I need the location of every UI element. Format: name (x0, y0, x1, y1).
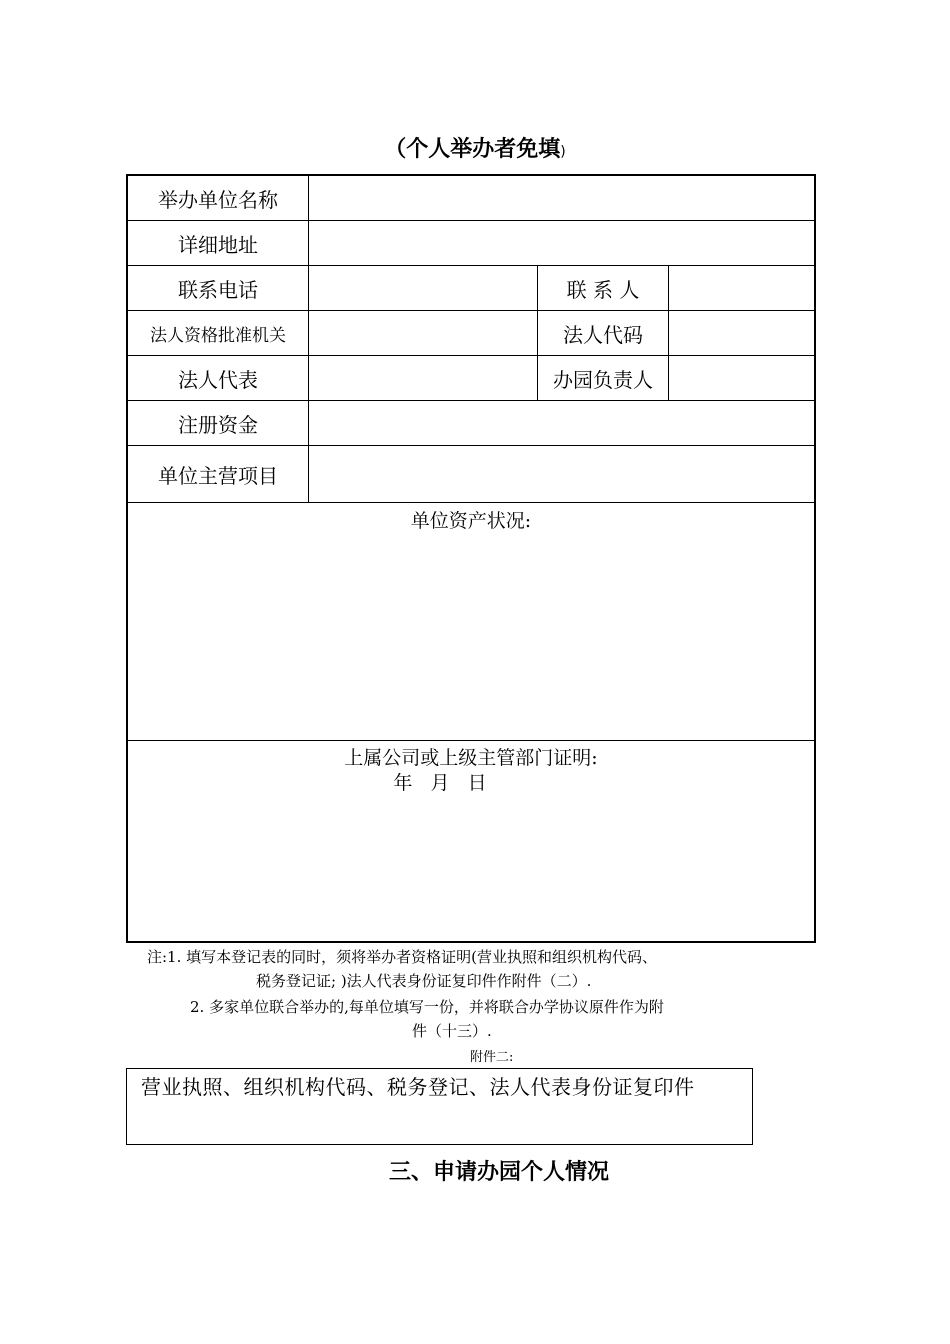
legal-code-field[interactable] (669, 311, 816, 355)
address-label: 详细地址 (178, 232, 258, 257)
proof-area[interactable] (128, 796, 816, 936)
approval-authority-label: 法人资格批准机关 (150, 325, 286, 346)
note-line-4: 件（十三）. (412, 1022, 492, 1040)
capital-field[interactable] (309, 401, 816, 445)
main-business-label: 单位主营项目 (158, 463, 278, 488)
section-3-heading: 三、申请办园个人情况 (388, 1160, 609, 1185)
phone-label: 联系电话 (178, 277, 258, 302)
row-divider (128, 502, 814, 503)
note-line-1: 注:1. 填写本登记表的同时，须将举办者资格证明(营业执照和组织机构代码、 (147, 948, 657, 966)
title-close-paren: ) (560, 144, 566, 160)
legal-code-label: 法人代码 (563, 322, 643, 347)
capital-label: 注册资金 (178, 412, 258, 437)
contact-person-field[interactable] (669, 266, 816, 310)
address-field[interactable] (309, 221, 816, 265)
proof-label: 上属公司或上级主管部门证明: (344, 747, 598, 769)
row-divider (128, 740, 814, 741)
main-business-field[interactable] (309, 446, 816, 502)
organizer-form-table (126, 174, 816, 943)
contact-person-label: 联 系 人 (566, 277, 640, 302)
page-title (0, 132, 950, 163)
attachment-box (126, 1068, 753, 1145)
unit-name-label: 举办单位名称 (158, 187, 278, 212)
title-text: （个人举办者免填 (384, 137, 561, 162)
assets-label: 单位资产状况: (410, 510, 532, 532)
phone-field[interactable] (309, 266, 537, 310)
legal-rep-label: 法人代表 (178, 367, 258, 392)
attachment-content: 营业执照、组织机构代码、税务登记、法人代表身份证复印件 (141, 1075, 695, 1099)
approval-authority-field[interactable] (309, 311, 537, 355)
assets-area[interactable] (128, 536, 816, 736)
attachment-label: 附件二: (470, 1050, 514, 1065)
legal-rep-field[interactable] (309, 356, 537, 400)
principal-field[interactable] (669, 356, 816, 400)
principal-label: 办园负责人 (553, 367, 653, 392)
note-line-2: 税务登记证; )法人代表身份证复印件作附件（二）. (256, 972, 592, 990)
unit-name-field[interactable] (309, 176, 816, 220)
note-line-3: 2. 多家单位联合举办的,每单位填写一份，并将联合办学协议原件作为附 (190, 998, 664, 1016)
date-label: 年 月 日 (393, 772, 489, 794)
